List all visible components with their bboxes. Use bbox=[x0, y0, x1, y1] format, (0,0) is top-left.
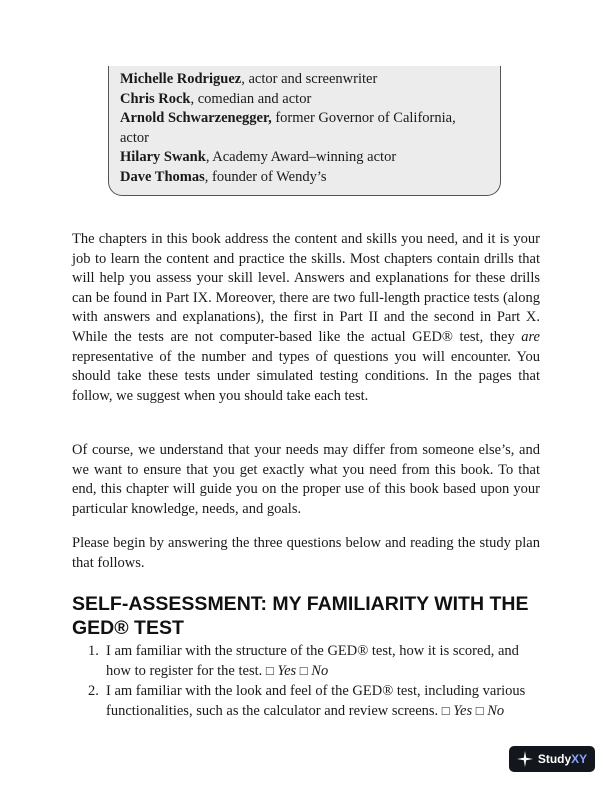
question-number: 1. bbox=[88, 643, 99, 659]
quote-entry: Dave Thomas, founder of Wendy’s bbox=[120, 168, 327, 185]
self-assessment-list bbox=[88, 641, 543, 721]
no-label: No bbox=[311, 663, 329, 679]
brand-logo-text: StudyXY bbox=[537, 752, 588, 766]
yes-label: Yes bbox=[277, 663, 297, 679]
question-text: I am familiar with the structure of the GED® test, how it is scored, and how to register for the test. bbox=[106, 643, 519, 679]
intro-paragraph: The chapters in this book address the content and skills you need, and it is your job to learn the content and practice the skills. Most chapters contain drills that will help you assess your skill level. Answers and explanations for these drills can be found in Part IX. Moreover, there are two full-length practice tests (along with answers and explanations), the first in Part II and the second in Part X. While the tests are not computer-based like the actual GED® test, they are representative of the number and types of questions you will encounter. You should take these tests under simulated testing conditions. In the pages that follow, we suggest when you should take each test. bbox=[72, 231, 540, 404]
quote-entry: Arnold Schwarzenegger, former Governor of California, bbox=[120, 110, 456, 127]
section-heading: SELF-ASSESSMENT: MY FAMILIARITY WITH THE GED® TEST bbox=[72, 593, 529, 639]
quote-entry: Hilary Swank, Academy Award–winning actor bbox=[120, 149, 397, 166]
yes-checkbox[interactable]: □ bbox=[441, 703, 450, 718]
studyxy-badge[interactable] bbox=[509, 746, 595, 772]
quote-entry-continuation: actor bbox=[120, 129, 149, 146]
no-label: No bbox=[487, 703, 505, 719]
no-checkbox[interactable]: □ bbox=[299, 663, 308, 678]
quote-box bbox=[108, 66, 501, 196]
quote-entry: Michelle Rodriguez, actor and screenwriter bbox=[120, 71, 378, 87]
instructions-paragraph: Please begin by answering the three questions below and reading the study plan that follows. bbox=[72, 535, 540, 571]
yes-label: Yes bbox=[453, 703, 473, 719]
no-checkbox[interactable]: □ bbox=[475, 703, 484, 718]
quote-entry: Chris Rock, comedian and actor bbox=[120, 90, 312, 107]
needs-paragraph: Of course, we understand that your needs may differ from someone else’s, and we want to ensure that you get exactly what you need from this book. To that end, this chapter will guide you on the proper use of this book based upon your particular knowledge, needs, and goals. bbox=[72, 442, 540, 517]
question-number: 2. bbox=[88, 683, 99, 699]
question-text: I am familiar with the look and feel of the GED® test, including various functionalities, such as the calculator and review screens. bbox=[106, 683, 526, 719]
question-item bbox=[88, 681, 543, 721]
sparkle-icon bbox=[517, 751, 533, 767]
question-item bbox=[88, 641, 543, 681]
yes-checkbox[interactable]: □ bbox=[265, 663, 274, 678]
emphasis-are: are bbox=[521, 328, 540, 345]
